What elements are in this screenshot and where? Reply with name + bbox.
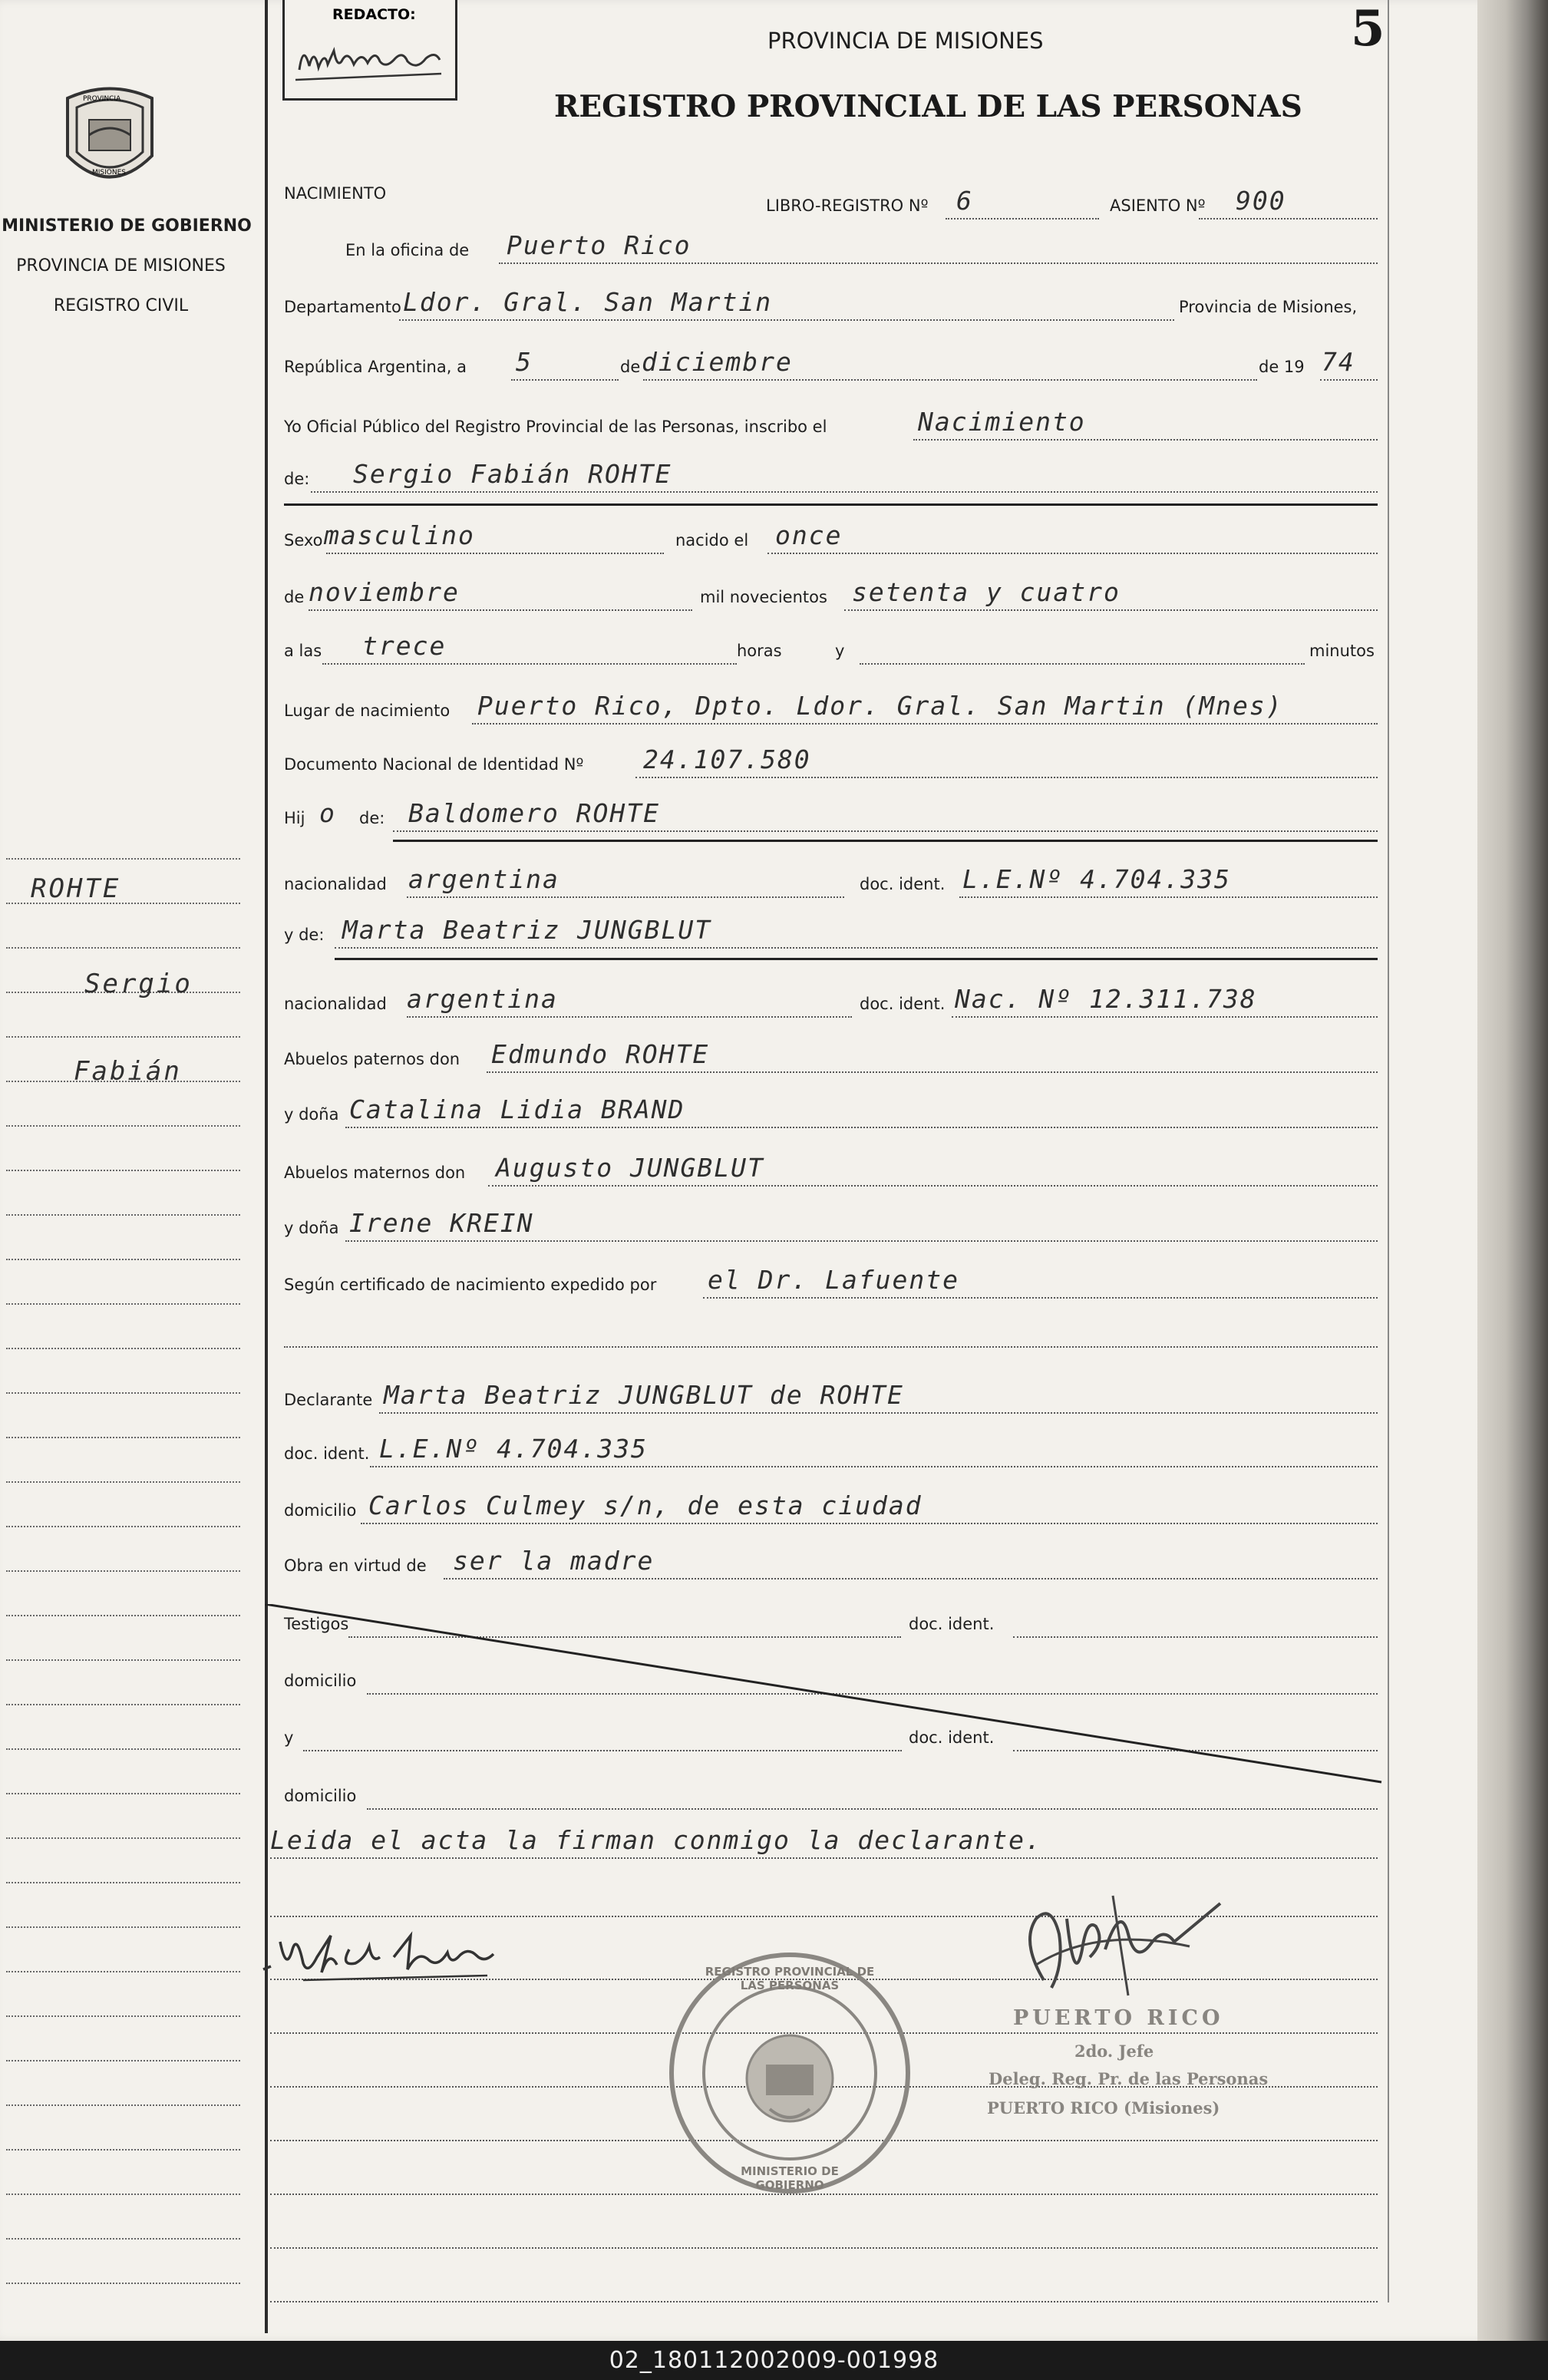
abuelos-pat-label: Abuelos paternos don [284,1050,460,1068]
day-value: 5 [516,347,533,377]
margin-name1: Sergio [84,969,193,999]
decl-doc-label: doc. ident. [284,1444,370,1463]
asiento-value: 900 [1236,186,1286,216]
y2-label: y [284,1728,294,1747]
nacido-value: once [775,520,843,550]
yde-label: y de: [284,926,325,944]
margin-line-30 [6,2193,240,2195]
margin-line-23 [6,1882,240,1883]
madre-doc-value: Nac. Nº 12.311.738 [955,984,1257,1014]
madre-nac-value: argentina [407,984,558,1014]
margin-line-22 [6,1837,240,1839]
minutos-label: minutos [1309,642,1375,660]
hijo-label: Hij [284,809,305,827]
padre-doc-label: doc. ident. [860,875,946,893]
departamento-dots [399,319,1174,321]
ministry-text: MINISTERIO DE GOBIERNO [2,216,252,236]
nacido-dots [767,553,1378,554]
year-label: de 19 [1259,358,1305,376]
departamento-label: Departamento [284,298,401,316]
oficina-value: Puerto Rico [507,230,691,260]
padre-doc-value: L.E.Nº 4.704.335 [962,864,1231,894]
horas-dots [322,663,737,665]
madre-nac-dots [407,1016,852,1018]
margin-line-20 [6,1748,240,1750]
minutos-dots [860,663,1305,665]
closing-dots [270,1857,1378,1859]
de-month-label: de [620,358,641,376]
declarante-dots [379,1412,1378,1414]
anio-dots [844,609,1378,611]
abuela-pat-value: Catalina Lidia BRAND [349,1094,685,1124]
page-number: 5 [1351,0,1385,58]
stamp-line-1: PUERTO RICO [1013,2006,1224,2030]
oficina-label: En la oficina de [345,241,470,259]
month-value: diciembre [642,347,793,377]
nacido-label: nacido el [675,531,749,550]
civil-registry-text: REGISTRO CIVIL [53,296,189,315]
y-label: y [835,642,845,660]
padre-nac-dots [407,896,844,898]
left-province-text: PROVINCIA DE MISIONES [16,256,226,276]
margin-surname: ROHTE [31,873,121,904]
padre-doc-dots [959,896,1378,898]
year-value: 74 [1322,347,1355,377]
margin-line-0 [6,858,240,860]
nacimiento-label: NACIMIENTO [284,184,387,203]
certificado-value: el Dr. Lafuente [708,1265,960,1295]
mes-dots [309,609,692,611]
nombre-value: Sergio Fabián ROHTE [353,459,672,489]
obra-dots [444,1578,1378,1580]
madre-underline [335,958,1378,960]
registry-title: REGISTRO PROVINCIAL DE LAS PERSONAS [554,89,1302,124]
doc-ident3-label: doc. ident. [909,1728,995,1747]
redacto-label: REDACTO: [332,6,416,23]
testigos-cross-line [265,1604,1385,1811]
nombre-dots [311,491,1378,493]
departamento-value: Ldor. Gral. San Martin [403,287,773,317]
stamp-round-top: REGISTRO PROVINCIAL DE LAS PERSONAS [705,1965,875,1992]
abuelo-mat-dots [488,1185,1378,1187]
doc-ident2-label: doc. ident. [909,1615,995,1633]
margin-line-19 [6,1704,240,1705]
dni-label: Documento Nacional de Identidad Nº [284,755,584,774]
margin-line-12 [6,1392,240,1394]
redacto-box [282,0,457,101]
margin-line-13 [6,1437,240,1438]
book-edge [1477,0,1548,2349]
libro-value: 6 [956,186,973,216]
margin-line-31 [6,2238,240,2240]
oficina-dots [499,262,1378,264]
nombre-underline [284,503,1378,506]
obra-label: Obra en virtud de [284,1556,427,1575]
provincia-label: Provincia de Misiones, [1179,298,1358,316]
abuelo-mat-value: Augusto JUNGBLUT [496,1153,764,1183]
margin-line-8 [6,1214,240,1216]
margin-line-2 [6,947,240,949]
declarante-label: Declarante [284,1391,373,1409]
margin-line-28 [6,2104,240,2106]
margin-line-15 [6,1526,240,1527]
closing-value: Leida el acta la firman conmigo la declarante. [270,1825,1042,1855]
margin-line-17 [6,1615,240,1616]
madre-nac-label: nacionalidad [284,995,387,1013]
lugar-label: Lugar de nacimiento [284,701,451,720]
domicilio3-label: domicilio [284,1787,357,1805]
madre-doc-label: doc. ident. [860,995,946,1013]
margin-line-21 [6,1793,240,1794]
mil-label: mil novecientos [700,588,827,606]
padre-dots [393,830,1378,832]
margin-line-24 [6,1926,240,1928]
margin-line-4 [6,1036,240,1038]
abuelo-pat-value: Edmundo ROHTE [491,1039,710,1069]
dni-value: 24.107.580 [643,744,811,774]
month-dots [643,379,1257,381]
padre-nac-value: argentina [408,864,559,894]
decl-doc-dots [370,1466,1378,1467]
declarant-signature [257,1919,503,1988]
stamp-line-3: Deleg. Reg. Pr. de las Personas [989,2069,1269,2088]
abuela-mat-value: Irene KREIN [349,1208,534,1238]
dni-dots [635,777,1378,778]
oficial-dots [913,439,1378,441]
decl-doc-value: L.E.Nº 4.704.335 [379,1434,648,1464]
certificado-label: Según certificado de nacimiento expedido por [284,1276,657,1294]
margin-line-7 [6,1170,240,1171]
testigos-label: Testigos [284,1615,349,1633]
margin-name2: Fabián [74,1056,182,1087]
margin-line-10 [6,1303,240,1305]
margin-line-26 [6,2015,240,2017]
sexo-label: Sexo [284,531,323,550]
lugar-value: Puerto Rico, Dpto. Ldor. Gral. San Martin (Mnes) [477,691,1283,721]
libro-label: LIBRO-REGISTRO Nº [766,196,929,215]
horas-value: trece [362,631,447,661]
domicilio-value: Carlos Culmey s/n, de esta ciudad [368,1490,923,1520]
margin-line-16 [6,1570,240,1572]
domicilio-dots [361,1523,1378,1524]
column-rule-right [1388,0,1389,2302]
mes-value: noviembre [309,577,460,607]
anio-value: setenta y cuatro [852,577,1121,607]
image-caption: 02_180112002009-001998 [609,2347,939,2374]
province-title: PROVINCIA DE MISIONES [767,28,1044,54]
madre-value: Marta Beatriz JUNGBLUT [342,915,712,945]
padre-value: Baldomero ROHTE [408,798,661,828]
seal-top-text: PROVINCIA [83,95,121,103]
official-round-stamp [666,1949,913,2197]
stamp-line-2: 2do. Jefe [1074,2042,1154,2061]
year-dots [1320,379,1378,381]
domicilio-label: domicilio [284,1501,357,1520]
de-nombre-label: de: [284,470,310,488]
oficial-label: Yo Oficial Público del Registro Provincial de las Personas, inscribo el [284,418,827,436]
y-dona2-label: y doña [284,1219,339,1237]
lugar-dots [472,723,1378,725]
margin-line-11 [6,1348,240,1349]
padre-underline [393,840,1378,842]
hijo-de-label: de: [359,809,385,827]
margin-line-29 [6,2149,240,2151]
seal-bottom-text: MISIONES [92,169,127,177]
certificado-dots-2 [284,1346,1378,1348]
margin-line-18 [6,1659,240,1661]
asiento-dots [1199,218,1378,220]
de2-label: de [284,588,305,606]
alas-label: a las [284,642,322,660]
blank-line-6 [270,2247,1378,2249]
margin-line-32 [6,2283,240,2284]
abuelos-mat-label: Abuelos maternos don [284,1164,466,1182]
margin-line-14 [6,1481,240,1483]
libro-dots [946,218,1099,220]
horas-label: horas [737,642,782,660]
padre-nac-label: nacionalidad [284,875,387,893]
stamp-round-bottom: MINISTERIO DE GOBIERNO [741,2164,839,2192]
madre-doc-dots [952,1016,1378,1018]
obra-value: ser la madre [453,1546,655,1576]
margin-line-6 [6,1125,240,1127]
margin-line-27 [6,2060,240,2061]
margin-line-25 [6,1971,240,1972]
y-dona-label: y doña [284,1105,339,1124]
blank-line-7 [270,2301,1378,2302]
madre-dots [335,947,1378,949]
asiento-label: ASIENTO Nº [1110,196,1206,215]
abuela-mat-dots [345,1240,1378,1242]
domicilio2-label: domicilio [284,1672,357,1690]
sexo-value: masculino [324,520,475,550]
margin-line-9 [6,1259,240,1260]
redactor-signature [288,28,449,89]
oficial-value: Nacimiento [918,407,1086,437]
abuelo-pat-dots [487,1071,1378,1073]
official-signature [990,1873,1236,2011]
declarante-value: Marta Beatriz JUNGBLUT de ROHTE [384,1380,904,1410]
hijo-suffix: o [319,798,336,828]
day-dots [511,379,619,381]
stamp-line-4: PUERTO RICO (Misiones) [987,2098,1220,2118]
certificado-dots [703,1297,1378,1299]
republica-label: República Argentina, a [284,358,467,376]
province-seal [60,83,160,198]
abuela-pat-dots [345,1127,1378,1128]
sexo-dots [326,553,664,554]
